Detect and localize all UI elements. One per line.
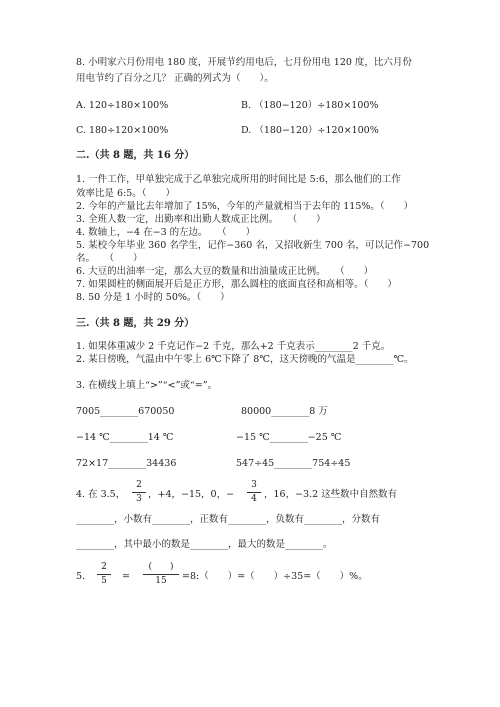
fraction-bar xyxy=(247,492,261,493)
fraction-three-quarters xyxy=(247,480,261,505)
s3-q1: 1. 如果体重减少 2 千克记作−2 千克，那么+2 千克表示________2 千克。 xyxy=(76,341,391,352)
s2-line: 2. 今年的产量比去年增加了 15%，今年的产量就相当于去年的 115%。（ ） xyxy=(76,201,414,212)
s3-q4-prefix: 4. 在 3.5， xyxy=(76,489,126,500)
fraction-numerator: 2 xyxy=(101,562,107,572)
fraction-blank-over-15 xyxy=(143,562,179,587)
compare-item: 80000________8 万 xyxy=(241,406,328,417)
s2-line: 7. 如果圆柱的侧面展开后是正方形，那么圆柱的底面直径和高相等。（ ） xyxy=(76,279,397,290)
s2-line: 效率比是 6:5。（ ） xyxy=(76,188,176,199)
s3-q5-equals: = xyxy=(122,571,130,582)
s3-q4-suffix: ，16，−3.2 这些数中自然数有 xyxy=(264,489,398,500)
section3-title: 三.（共 8 题，共 29 分） xyxy=(76,318,195,329)
fraction-bar xyxy=(97,574,111,575)
compare-item: 72×17________34436 xyxy=(76,458,177,469)
fraction-denominator: 15 xyxy=(155,576,167,586)
s3-q4-mid: ，+4，−15，0，− xyxy=(148,489,235,500)
fraction-bar xyxy=(143,574,179,575)
s3-q4-line3: ________，其中最小的数是________，最大的数是________。 xyxy=(76,539,333,550)
s3-q3: 3. 在横线上填上“>”“<”或“=”。 xyxy=(76,380,218,391)
compare-item: −14 ℃________14 ℃ xyxy=(76,432,174,443)
section2-title: 二.（共 8 题，共 16 分） xyxy=(76,150,195,161)
q8-option-d: D. （180−120）÷120×100% xyxy=(241,125,379,136)
fraction-denominator: 3 xyxy=(136,494,142,504)
s2-line: 6. 大豆的出油率一定，那么大豆的数量和出油量成正比例。 （ ） xyxy=(76,266,374,277)
s2-line: 3. 全班人数一定，出勤率和出勤人数成正比例。 （ ） xyxy=(76,214,326,225)
fraction-numerator: 3 xyxy=(251,480,257,490)
fraction-numerator: 2 xyxy=(136,480,142,490)
q8-option-b: B. （180−120）÷180×100% xyxy=(241,100,379,111)
compare-item: −15 ℃________−25 ℃ xyxy=(236,432,342,443)
s3-q5-rest: =8:（ ）=（ ）÷35=（ ）%。 xyxy=(182,571,368,582)
s2-line: 4. 数轴上，−4 在−3 的左边。 （ ） xyxy=(76,227,256,238)
compare-item: 7005________670050 xyxy=(76,406,175,417)
s2-line: 8. 50 分是 1 小时的 50%。（ ） xyxy=(76,292,230,303)
compare-item: 547÷45________754÷45 xyxy=(236,458,351,469)
s3-q5-label: 5. xyxy=(76,571,86,582)
q8-line2: 用电节约了百分之几？ 正确的列式为（ ）。 xyxy=(76,73,274,84)
q8-option-a: A. 120÷180×100% xyxy=(76,100,169,111)
fraction-numerator: ( ) xyxy=(148,562,174,572)
q8-option-c: C. 180÷120×100% xyxy=(76,125,169,136)
s2-line: 名。 （ ） xyxy=(76,253,143,264)
s3-q4-line2: ________，小数有________，正数有________，负数有________，分数有 xyxy=(76,514,381,525)
fraction-two-fifths xyxy=(97,562,111,587)
s2-line: 1. 一件工作，甲单独完成于乙单独完成所用的时间比是 5:6，那么他们的工作 xyxy=(76,174,401,185)
fraction-denominator: 5 xyxy=(101,576,107,586)
fraction-two-thirds xyxy=(132,480,146,505)
fraction-bar xyxy=(132,492,146,493)
s3-q2: 2. 某日傍晚，气温由中午零上 6℃下降了 8℃，这天傍晚的气温是________℃。 xyxy=(76,354,414,365)
fraction-denominator: 4 xyxy=(251,494,257,504)
s2-line: 5. 某校今年毕业 360 名学生，记作−360 名，又招收新生 700 名，可以记作−700 xyxy=(76,240,430,251)
q8-line1: 8. 小明家六月份用电 180 度，开展节约用电后，七月份用电 120 度，比六月份 xyxy=(76,57,412,68)
